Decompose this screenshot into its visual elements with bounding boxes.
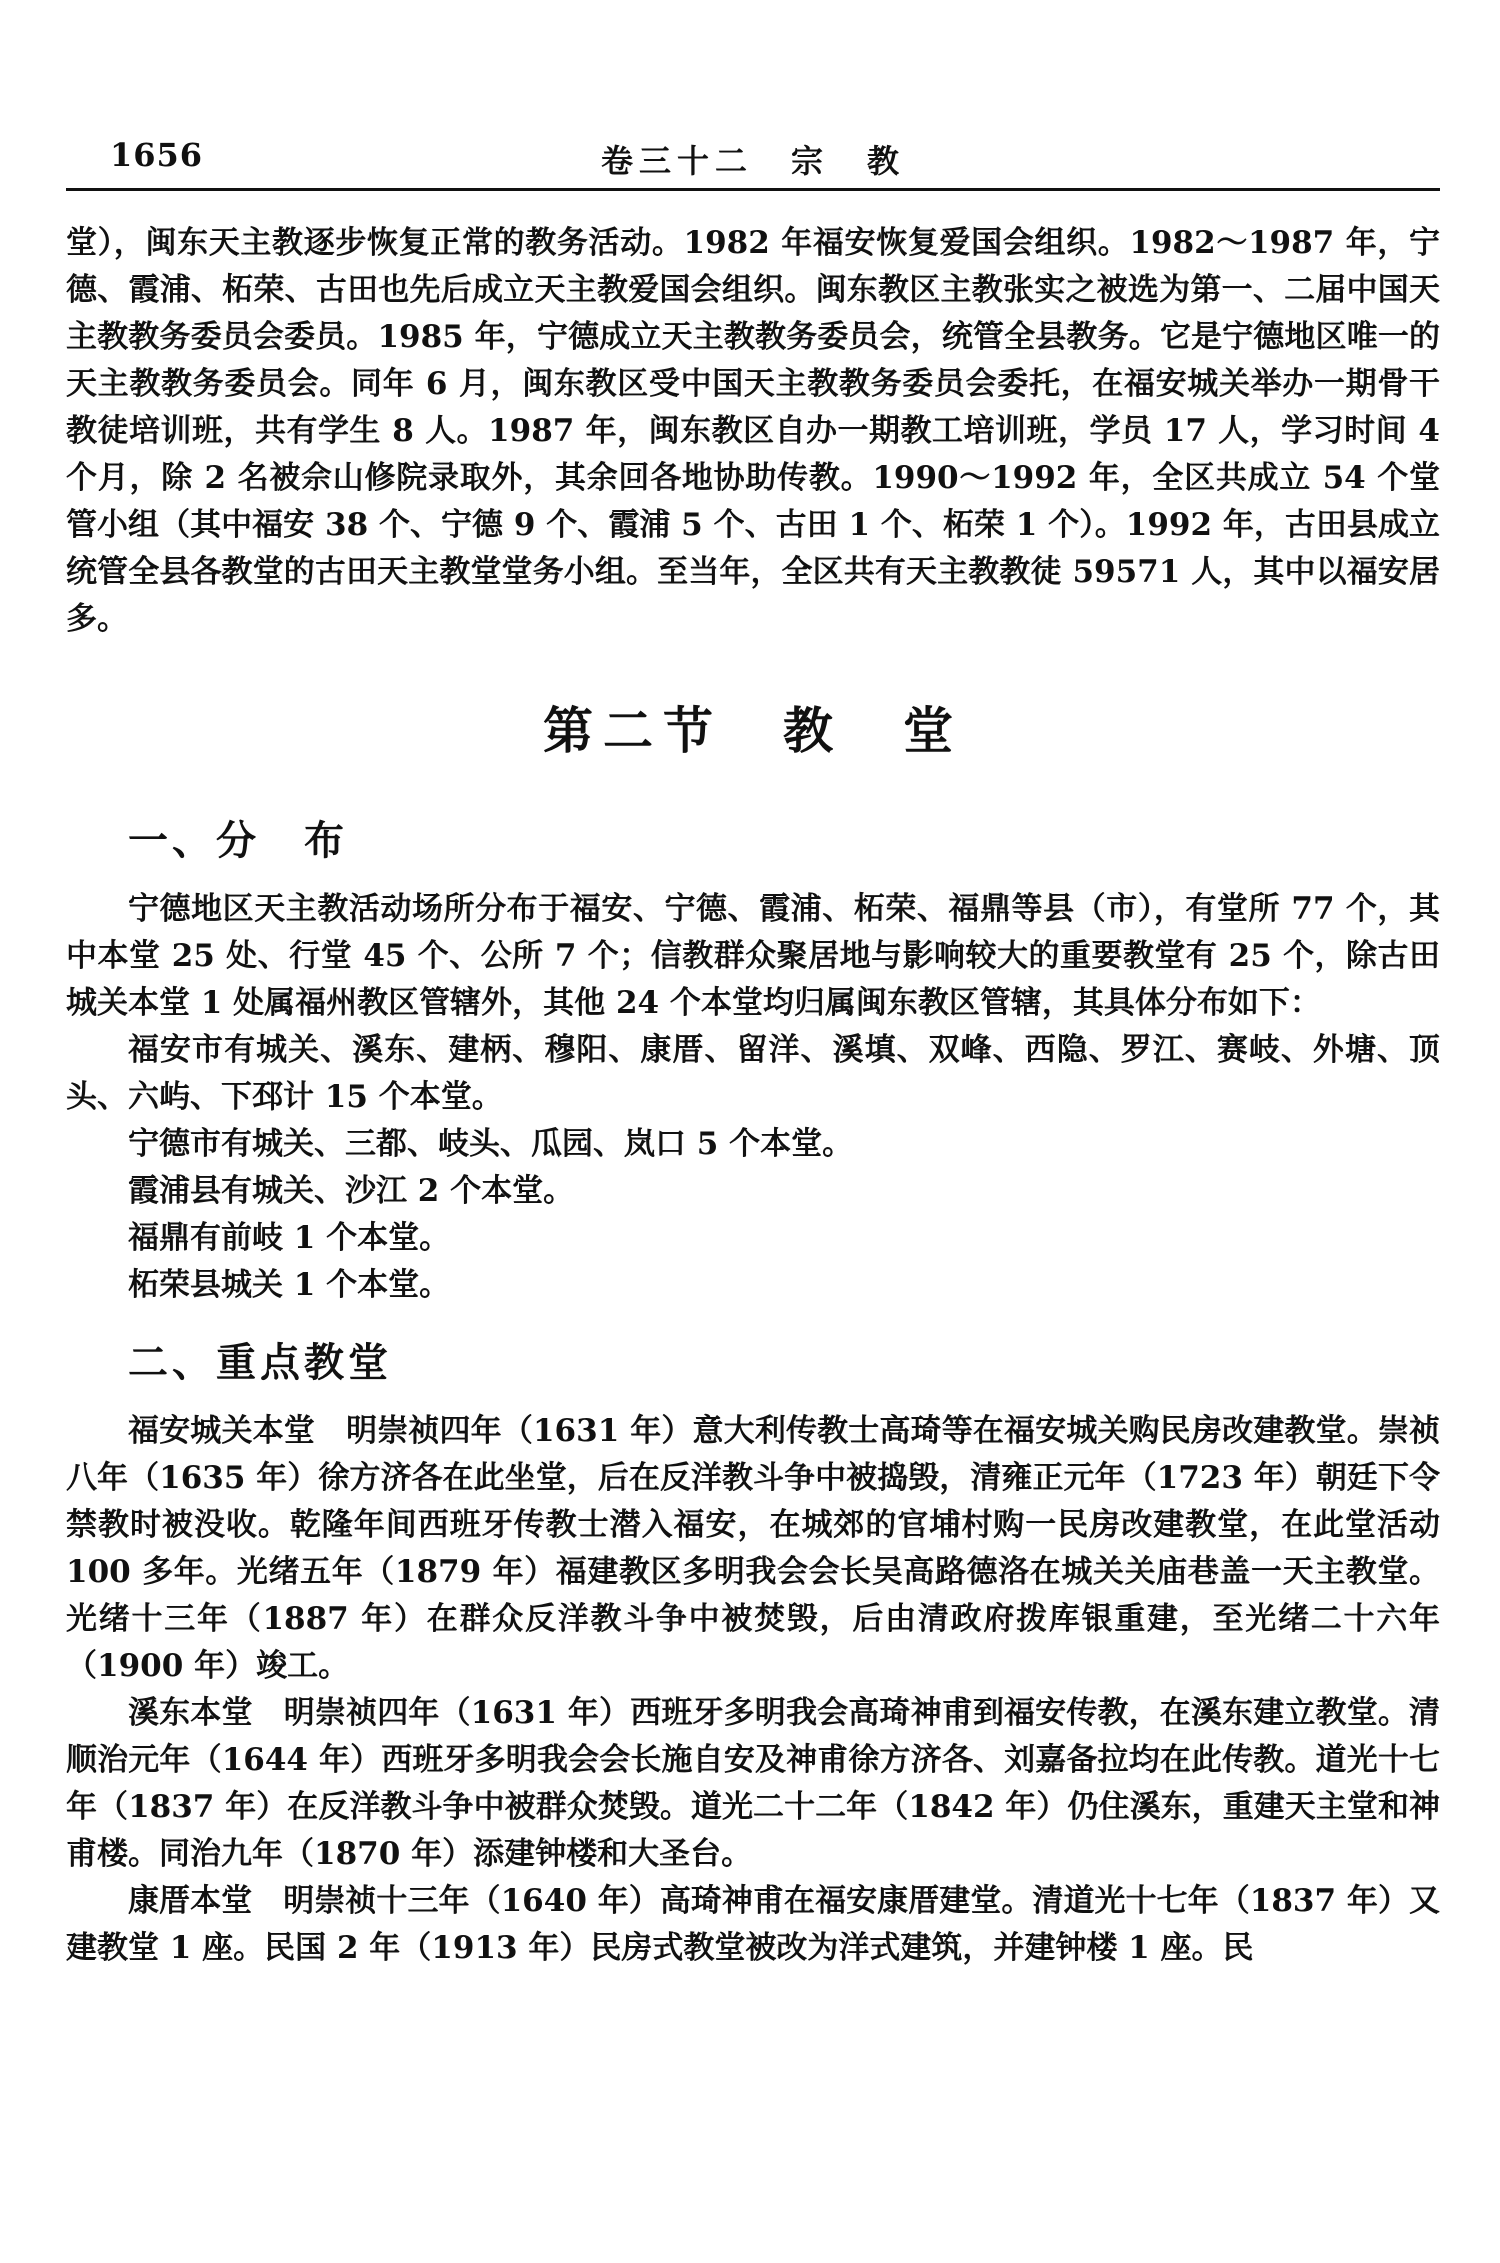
church-entry bbox=[66, 1878, 1440, 1972]
church-name: 福安城关本堂 bbox=[128, 1413, 315, 1449]
subsection-title-distribution: 一、分 布 bbox=[128, 817, 348, 864]
distribution-line: 柘荣县城关 1 个本堂。 bbox=[128, 1267, 451, 1303]
header-rule bbox=[66, 188, 1440, 191]
church-text: 明崇祯十三年（1640 年）高琦神甫在福安康厝建堂。清道光十七年（1837 年）又建教堂 1 座。民国 2 年（1913 年）民房式教堂被改为洋式建筑，并建钟楼 1 座。民 bbox=[66, 1883, 1441, 1966]
page-number: 1656 bbox=[110, 136, 204, 174]
running-title: 卷三十二 宗 教 bbox=[600, 142, 905, 180]
distribution-paragraph: 宁德地区天主教活动场所分布于福安、宁德、霞浦、柘荣、福鼎等县（市），有堂所 77 个，其中本堂 25 处、行堂 45 个、公所 7 个；信教群众聚居地与影响较大的重要教堂有 25 个，除古田城关本堂 1 处属福州教区管辖外，其他 24 个本堂均归属闽东教区管辖，其具体分布如下： bbox=[66, 891, 1440, 1021]
church-name: 康厝本堂 bbox=[128, 1883, 253, 1919]
subsection-title-key-churches: 二、重点教堂 bbox=[128, 1339, 392, 1386]
church-text: 明崇祯四年（1631 年）西班牙多明我会高琦神甫到福安传教，在溪东建立教堂。清顺治元年（1644 年）西班牙多明我会会长施自安及神甫徐方济各、刘嘉备拉均在此传教。道光十七年（1837 年）在反洋教斗争中被群众焚毁。道光二十二年（1842 年）仍住溪东，重建天主堂和神甫楼。同治九年（1870 年）添建钟楼和大圣台。 bbox=[66, 1695, 1440, 1872]
section-title: 第二节 教 堂 bbox=[543, 701, 963, 760]
page-header bbox=[66, 136, 1440, 186]
church-text: 明崇祯四年（1631 年）意大利传教士高琦等在福安城关购民房改建教堂。崇祯八年（1635 年）徐方济各在此坐堂，后在反洋教斗争中被捣毁，清雍正元年（1723 年）朝廷下令禁教时被没收。乾隆年间西班牙传教士潜入福安，在城郊的官埔村购一民房改建教堂，在此堂活动 100 多年。光绪五年（1879 年）福建教区多明我会会长吴高路德洛在城关关庙巷盖一天主教堂。光绪十三年（1887 年）在群众反洋教斗争中被焚毁，后由清政府拨库银重建，至光绪二十六年（1900 年）竣工。 bbox=[66, 1413, 1441, 1684]
intro-paragraph: 堂），闽东天主教逐步恢复正常的教务活动。1982 年福安恢复爱国会组织。1982～1987 年，宁德、霞浦、柘荣、古田也先后成立天主教爱国会组织。闽东教区主教张实之被选为第一、二届中国天主教教务委员会委员。1985 年，宁德成立天主教教务委员会，统管全县教务。它是宁德地区唯一的天主教教务委员会。同年 6 月，闽东教区受中国天主教教务委员会委托，在福安城关举办一期骨干教徒培训班，共有学生 8 人。1987 年，闽东教区自办一期教工培训班，学员 17 人，学习时间 4 个月，除 2 名被佘山修院录取外，其余回各地协助传教。1990～1992 年，全区共成立 54 个堂管小组（其中福安 38 个、宁德 9 个、霞浦 5 个、古田 1 个、柘荣 1 个）。1992 年，古田县成立统管全县各教堂的古田天主教堂堂务小组。至当年，全区共有天主教教徒 59571 人，其中以福安居多。 bbox=[66, 225, 1440, 637]
church-entry bbox=[66, 1690, 1440, 1878]
distribution-line: 福鼎有前岐 1 个本堂。 bbox=[128, 1220, 451, 1256]
distribution-line: 福安市有城关、溪东、建柄、穆阳、康厝、留洋、溪填、双峰、西隐、罗江、赛岐、外塘、顶头、六屿、下邳计 15 个本堂。 bbox=[66, 1032, 1440, 1115]
church-entry bbox=[66, 1408, 1440, 1690]
page-content bbox=[66, 220, 1440, 1972]
distribution-line: 宁德市有城关、三都、岐头、瓜园、岚口 5 个本堂。 bbox=[128, 1126, 854, 1162]
church-name: 溪东本堂 bbox=[128, 1695, 253, 1731]
distribution-line: 霞浦县有城关、沙江 2 个本堂。 bbox=[128, 1173, 575, 1209]
